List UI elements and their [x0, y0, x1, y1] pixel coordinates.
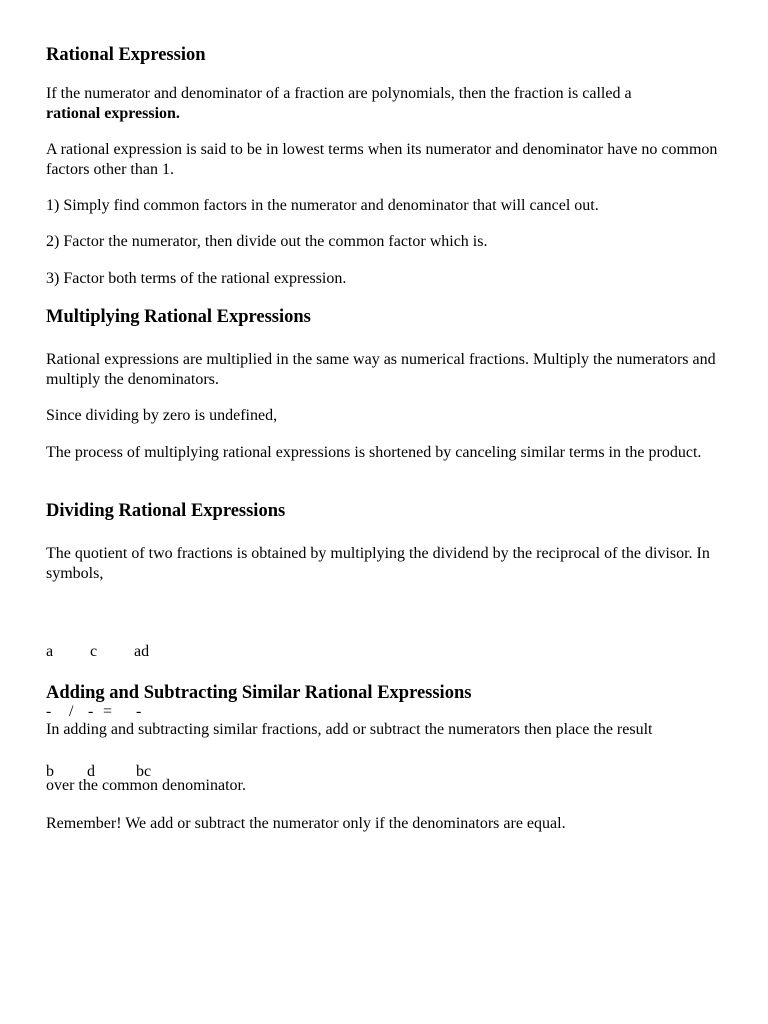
formula-d: d: [87, 763, 95, 780]
heading-multiplying: Multiplying Rational Expressions: [46, 307, 311, 327]
formula-bar-row: [46, 702, 206, 722]
definition-text: If the numerator and denominator of a fraction are polynomials, then the fraction is called a: [46, 85, 632, 102]
adding-paragraph-2: over the common denominator.: [46, 777, 246, 794]
formula-c: c: [90, 643, 98, 660]
definition-paragraph: [46, 84, 726, 123]
step-2: 2) Factor the numerator, then divide out the common factor which is.: [46, 233, 488, 250]
definition-term: rational expression.: [46, 104, 180, 122]
heading-rational-expression: Rational Expression: [46, 45, 206, 65]
adding-paragraph-3: Remember! We add or subtract the numerator only if the denominators are equal.: [46, 815, 566, 832]
formula-divide-sign: /: [69, 703, 74, 720]
formula-bar-1: -: [46, 703, 52, 720]
heading-dividing: Dividing Rational Expressions: [46, 501, 286, 521]
step-3: 3) Factor both terms of the rational expression.: [46, 270, 347, 287]
formula-bar-3: -: [136, 703, 142, 720]
lowest-terms-paragraph: A rational expression is said to be in lowest terms when its numerator and denominator have no common factors other than 1.: [46, 141, 718, 178]
heading-adding-subtracting: Adding and Subtracting Similar Rational Expressions: [46, 683, 472, 703]
formula-numerator-row: [46, 642, 206, 662]
formula-b: b: [46, 763, 54, 780]
formula-equals-sign: =: [103, 703, 113, 720]
adding-paragraph-1: In adding and subtracting similar fractions, add or subtract the numerators then place the result: [46, 721, 653, 738]
dividing-paragraph-1: The quotient of two fractions is obtained by multiplying the dividend by the reciprocal of the divisor. In symbols,: [46, 545, 710, 582]
formula-a: a: [46, 643, 54, 660]
multiplying-paragraph-2: Since dividing by zero is undefined,: [46, 407, 278, 424]
formula-bar-2: -: [88, 703, 94, 720]
formula-ad: ad: [134, 643, 150, 660]
step-1: 1) Simply find common factors in the numerator and denominator that will cancel out.: [46, 197, 599, 214]
multiplying-paragraph-1: Rational expressions are multiplied in the same way as numerical fractions. Multiply the numerators and multiply the denominators.: [46, 351, 716, 388]
formula-bc: bc: [136, 763, 152, 780]
multiplying-paragraph-3: The process of multiplying rational expressions is shortened by canceling similar terms in the product.: [46, 444, 702, 461]
